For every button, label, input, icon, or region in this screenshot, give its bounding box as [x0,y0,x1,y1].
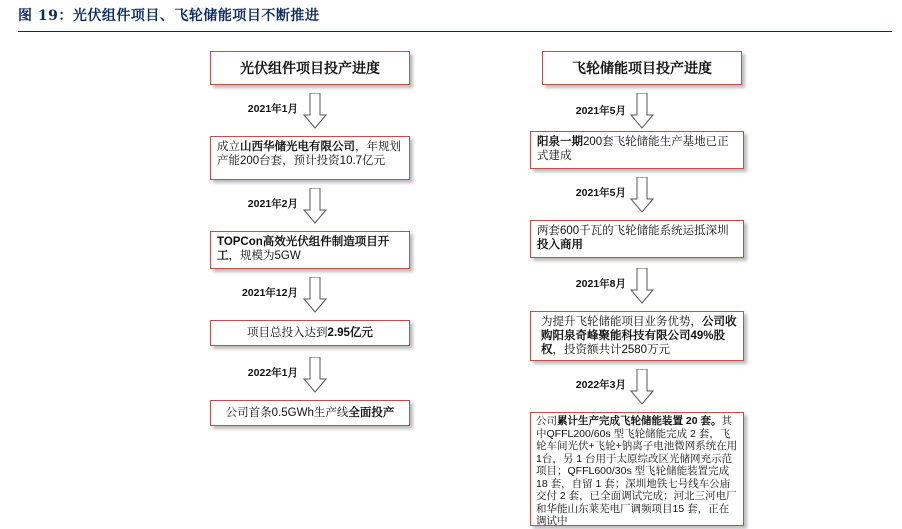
left-date-1: 2021年1月 [247,103,298,115]
right-step-3-acquisition: 公司收购阳泉奇峰聚能科技有限公司49%股权 [541,316,737,356]
down-arrow-icon [303,277,327,313]
left-step-1-text-a: 成立 [217,141,240,153]
figure-title: 图 19：光伏组件项目、飞轮储能项目不断推进 [18,8,320,24]
right-step-1 [530,131,744,169]
right-date-4: 2022年3月 [575,379,626,391]
left-step-4-text: 公司首条0.5GWh生产线 [225,407,349,419]
title-rule [18,31,892,32]
left-step-2 [210,231,410,269]
left-step-3-text: 项目总投入达到 [247,327,328,339]
right-date-3: 2021年8月 [575,278,626,290]
down-arrow-icon [630,369,654,405]
right-step-3-text-a: 为提升飞轮储能项目业务优势， [541,316,702,328]
down-arrow-icon [303,93,327,129]
right-step-4-text-a: 公司 [536,415,557,427]
left-date-3: 2021年12月 [241,287,298,299]
right-step-3 [530,311,744,361]
left-step-3-amount: 2.95亿元 [327,327,373,339]
left-step-2-project: TOPCon高效光伏组件制造项目开工 [217,236,390,262]
left-date-2: 2021年2月 [247,198,298,210]
left-header: 光伏组件项目投产进度 [210,51,410,85]
right-step-4 [530,412,744,526]
left-date-4: 2022年1月 [247,367,298,379]
right-step-4-details: 其中QFFL200/60s 型飞轮储能完成 2 套，飞轮车间光伏+飞轮+钠离子电池微网系统在用 1台，另 1 台用于太原综改区光储网充示范项目；QFFL600/30s 型飞轮储能装置完成 18 套，自留 1 套；深圳地铁七号线车公庙交付 2 套，已全面调试完成；河北三河电厂和华能山东莱芜电厂调频项目15 套，正在调试中 [536,415,738,527]
left-step-3 [210,320,410,346]
down-arrow-icon [303,357,327,393]
right-date-1: 2021年5月 [575,105,626,117]
right-step-2-text: 两套600千瓦的飞轮储能系统运抵深圳 [537,225,729,237]
down-arrow-icon [630,93,654,129]
right-date-2: 2021年5月 [575,187,626,199]
left-step-1-company: 山西华储光电有限公司 [240,141,355,153]
right-step-3-text-b: ，投资额共计2580万元 [552,344,671,356]
right-step-1-text: 200套飞轮储能生产基地已正式建成 [537,136,729,162]
right-step-2 [530,220,744,258]
down-arrow-icon [303,188,327,224]
left-step-2-scale: ，规模为5GW [228,250,301,262]
down-arrow-icon [630,177,654,213]
right-step-1-base: 阳泉一期 [537,136,583,148]
right-step-2-status: 投入商用 [537,239,583,251]
left-step-1-text-b: ，年规划产能200台套，预计投资10.7亿元 [217,141,401,167]
left-step-4 [210,400,410,426]
left-step-4-status: 全面投产 [348,407,395,419]
right-step-4-total: 累计生产完成飞轮储能装置 20 套。 [557,415,722,427]
left-step-1 [210,136,410,180]
down-arrow-icon [630,268,654,304]
right-header: 飞轮储能项目投产进度 [542,51,742,85]
